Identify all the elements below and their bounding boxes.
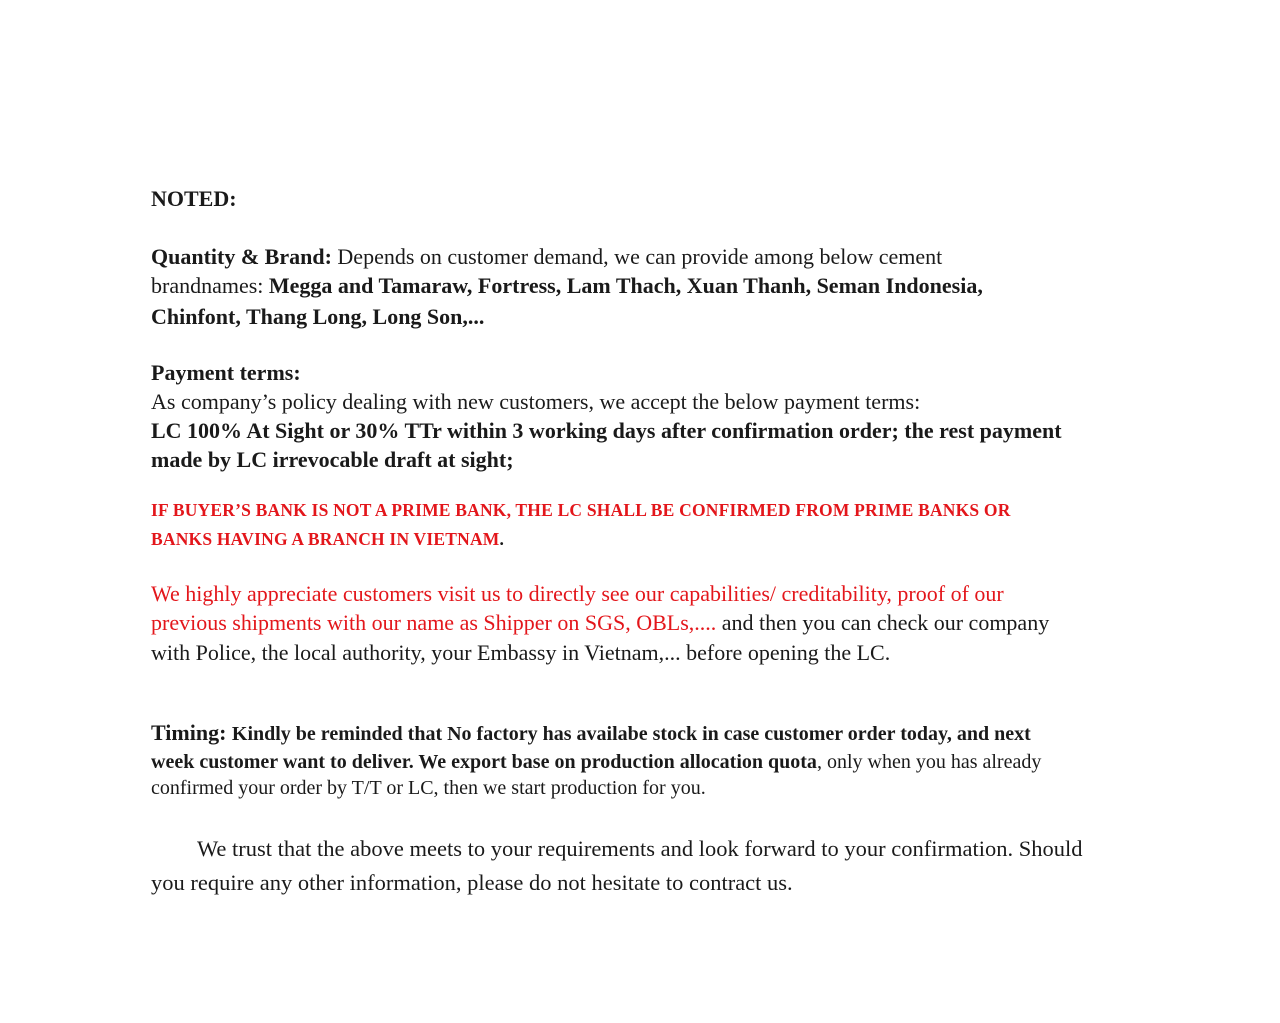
visit-line-2-red: previous shipments with our name as Shipper on SGS, OBLs,.... bbox=[151, 610, 717, 635]
payment-line-1: As company’s policy dealing with new customers, we accept the below payment terms: bbox=[151, 389, 921, 414]
closing-line-1: We trust that the above meets to your requirements and look forward to your confirmation. Should bbox=[197, 836, 1083, 861]
timing-line-2 bbox=[151, 748, 1041, 775]
quantity-text: Depends on customer demand, we can provide among below cement bbox=[337, 244, 943, 269]
bank-notice-period: . bbox=[499, 529, 505, 549]
brand-list-1: Megga and Tamaraw, Fortress, Lam Thach, Xuan Thanh, Seman Indonesia, bbox=[268, 273, 983, 298]
quantity-line-1 bbox=[151, 244, 942, 270]
visit-line-2-black: and then you can check our company bbox=[721, 610, 1050, 635]
timing-label: Timing: bbox=[151, 720, 227, 745]
noted-heading: NOTED: bbox=[151, 186, 237, 211]
bank-notice-line-1: IF BUYER’S BANK IS NOT A PRIME BANK, THE LC SHALL BE CONFIRMED FROM PRIME BANKS OR bbox=[151, 500, 1011, 520]
payment-heading: Payment terms: bbox=[151, 360, 301, 385]
visit-line-3: with Police, the local authority, your Embassy in Vietnam,... before opening the LC. bbox=[151, 640, 891, 665]
visit-line-2 bbox=[151, 610, 1049, 636]
brandnames-label: brandnames: bbox=[151, 273, 264, 298]
payment-line-2: LC 100% At Sight or 30% TTr within 3 working days after confirmation order; the rest payment bbox=[151, 418, 1062, 443]
document-page bbox=[151, 0, 1196, 1023]
bank-notice-text: BANKS HAVING A BRANCH IN VIETNAM bbox=[151, 529, 500, 549]
payment-line-3: made by LC irrevocable draft at sight; bbox=[151, 447, 514, 472]
timing-text-2-bold: week customer want to deliver. We export base on production allocation quota bbox=[151, 751, 817, 773]
timing-line-3: confirmed your order by T/T or LC, then we start production for you. bbox=[151, 777, 706, 799]
quantity-label: Quantity & Brand: bbox=[151, 244, 332, 269]
brand-list-2: Chinfont, Thang Long, Long Son,... bbox=[151, 304, 485, 329]
quantity-line-2 bbox=[151, 273, 983, 299]
timing-text-1: Kindly be reminded that No factory has availabe stock in case customer order today, and next bbox=[231, 723, 1031, 745]
bank-notice-line-2 bbox=[151, 526, 504, 552]
timing-line-1 bbox=[151, 720, 1031, 747]
timing-text-2-normal: , only when you has already bbox=[816, 751, 1042, 773]
closing-line-2: you require any other information, please do not hesitate to contract us. bbox=[151, 870, 793, 895]
visit-line-1: We highly appreciate customers visit us to directly see our capabilities/ creditability, proof of our bbox=[151, 581, 1004, 606]
